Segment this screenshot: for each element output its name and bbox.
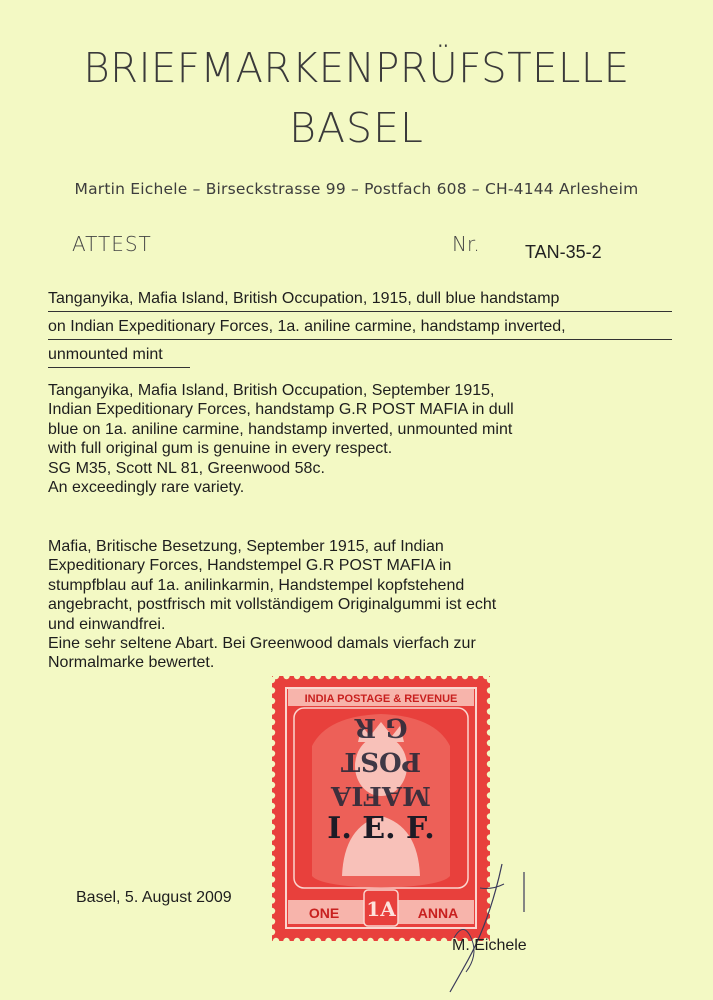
address-line: Martin Eichele – Birseckstrasse 99 – Postfach 608 – CH-4144 Arlesheim (74, 180, 639, 198)
description-english: Tanganyika, Mafia Island, British Occupation, September 1915, Indian Expeditionary Forces, handstamp G.R POST MAFIA in dull blue on 1a. aniline carmine, handstamp inverted, unmounted mint with full original gum is genuine in every respect. SG M35, Scott NL 81, Greenwood 58c. An exceedingly rare variety. (48, 382, 514, 497)
overprint-ief: I. E. F. (327, 811, 435, 846)
certificate-number: TAN-35-2 (525, 242, 602, 262)
handstamp-mafia: MAFIA (331, 780, 431, 810)
summary-line-2: on Indian Expeditionary Forces, 1a. aniline carmine, handstamp inverted, (48, 318, 566, 335)
summary-line-1: Tanganyika, Mafia Island, British Occupation, 1915, dull blue handstamp (48, 290, 560, 307)
title-line-2: BASEL (289, 104, 424, 152)
signature-mark (417, 860, 560, 1000)
handstamp-gr: G R (354, 712, 408, 742)
summary-line-3: unmounted mint (48, 346, 163, 363)
handstamp-post: POST (340, 746, 422, 776)
certificate-label: ATTEST (72, 232, 152, 256)
description-german: Mafia, Britische Besetzung, September 1915, auf Indian Expeditionary Forces, Handstempel G.R POST MAFIA in stumpfblau auf 1a. anilinkarmin, Handstempel kopfstehend angebracht, postfrisch mit vollständigem Originalgummi ist echt und einwandfrei. Eine sehr seltene Abart. Bei Greenwood damals vierfach zur Normalmarke bewertet. (48, 538, 497, 672)
value-left: ONE (308, 905, 340, 921)
summary-underline-2 (48, 339, 672, 340)
summary-underline-3 (48, 367, 190, 368)
place-and-date: Basel, 5. August 2009 (76, 889, 232, 906)
stamp-top-text: INDIA POSTAGE & REVENUE (304, 693, 458, 705)
certificate-number-label: Nr. (452, 232, 480, 256)
title-line-1: BRIEFMARKENPRÜFSTELLE (83, 44, 630, 92)
value-right: ANNA (417, 905, 459, 921)
summary-underline-1 (48, 311, 672, 312)
value-center: 1A (366, 897, 396, 921)
signer-name: M. Eichele (452, 937, 527, 954)
